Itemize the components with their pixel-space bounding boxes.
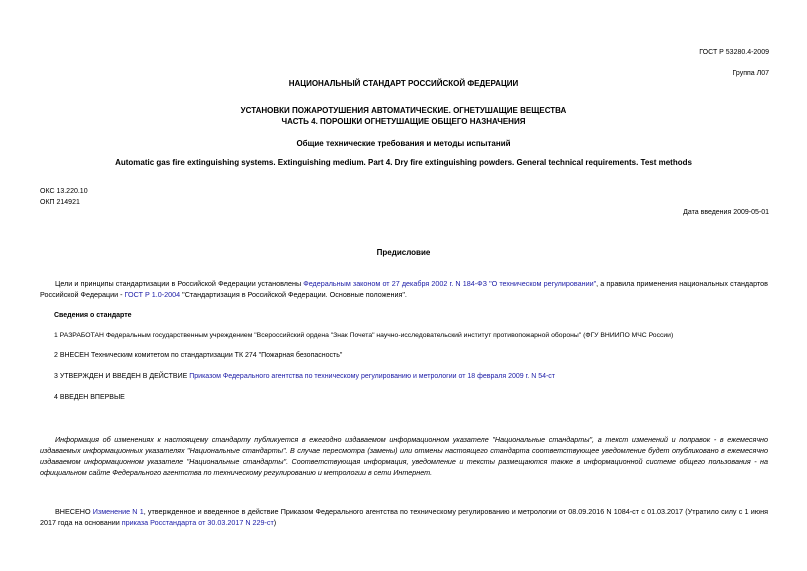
item3-text: 3 УТВЕРЖДЕН И ВВЕДЕН В ДЕЙСТВИЕ bbox=[54, 373, 190, 380]
english-title: Automatic gas fire extinguishing systems. Extinguishing medium. Part 4. Dry fire extinguishing powders. General technical requirements. Test methods bbox=[115, 158, 692, 167]
title-line-1: УСТАНОВКИ ПОЖАРОТУШЕНИЯ АВТОМАТИЧЕСКИЕ. ОГНЕТУШАЩИЕ ВЕЩЕСТВА bbox=[240, 106, 567, 115]
changes-notice: Информация об изменениях к настоящему стандарту публикуется в ежегодно издаваемом информационном указателе "Национальные стандарты", а текст изменений и поправок - в ежемесячно издаваемых информационных указателях "Национальные стандарты". В случае пересмотра (замены) или отмены настоящего стандарта соответствующее уведомление будет опубликовано в ежемесячно издаваемом информационном указателе "Национальные стандарты". Соответствующая информация, уведомление и тексты размещаются также в информационной системе общего пользования - на официальном сайте Федерального агентства по техническому регулированию и метрологии в сети Интернет. bbox=[40, 435, 768, 477]
standard-info-heading: Сведения о стандарте bbox=[54, 312, 132, 319]
info-item-4: 4 ВВЕДЕН ВПЕРВЫЕ bbox=[54, 394, 125, 401]
rosstandart-order-link[interactable]: приказа Росстандарта от 30.03.2017 N 229-ст bbox=[121, 518, 274, 527]
p1-text-2: , а правила применения национальных стандартов Российской Федерации - bbox=[40, 279, 768, 299]
foreword-paragraph bbox=[40, 278, 768, 300]
amend-text: ВНЕСЕНО bbox=[55, 507, 93, 516]
amendment-paragraph bbox=[40, 506, 768, 528]
okp-code: ОКП 214921 bbox=[40, 199, 80, 206]
amend-text-2: , утвержденное и введенное в действие Приказом Федерального агентства по техническому регулированию и метрологии от 08.09.2016 N 1084-ст с 01.03.2017 (Утратило силу с 1 июня 2017 года на основании bbox=[40, 507, 768, 527]
title-line-2: ЧАСТЬ 4. ПОРОШКИ ОГНЕТУШАЩИЕ ОБЩЕГО НАЗНАЧЕНИЯ bbox=[281, 117, 526, 126]
oks-code: ОКС 13.220.10 bbox=[40, 188, 88, 195]
intro-date: Дата введения 2009-05-01 bbox=[683, 209, 769, 216]
national-standard-heading: НАЦИОНАЛЬНЫЙ СТАНДАРТ РОССИЙСКОЙ ФЕДЕРАЦИИ bbox=[288, 79, 519, 88]
info-item-1: 1 РАЗРАБОТАН Федеральным государственным учреждением "Всероссийский ордена "Знак Почета" научно-исследовательский институт противопожарной обороны" (ФГУ ВНИИПО МЧС России) bbox=[54, 332, 674, 339]
p1-text-3: "Стандартизация в Российской Федерации. Основные положения". bbox=[180, 290, 407, 299]
amendment-link[interactable]: Изменение N 1 bbox=[92, 507, 144, 516]
standard-code: ГОСТ Р 53280.4-2009 bbox=[699, 49, 769, 56]
amend-text-3: ) bbox=[273, 518, 277, 527]
federal-law-link[interactable]: Федеральным законом от 27 декабря 2002 г. N 184-ФЗ "О техническом регулировании" bbox=[303, 279, 597, 288]
standard-group: Группа Л07 bbox=[732, 70, 769, 77]
order-link[interactable]: Приказом Федерального агентства по техническому регулированию и метрологии от 18 февраля 2009 г. N 54-ст bbox=[189, 373, 556, 380]
p1-text: Цели и принципы стандартизации в Российской Федерации установлены bbox=[55, 279, 304, 288]
gost-link[interactable]: ГОСТ Р 1.0-2004 bbox=[124, 290, 181, 299]
subtitle: Общие технические требования и методы испытаний bbox=[296, 139, 511, 148]
foreword-heading: Предисловие bbox=[376, 248, 431, 257]
info-item-2: 2 ВНЕСЕН Техническим комитетом по стандартизации ТК 274 "Пожарная безопасность" bbox=[54, 352, 343, 359]
info-item-3 bbox=[54, 373, 555, 380]
